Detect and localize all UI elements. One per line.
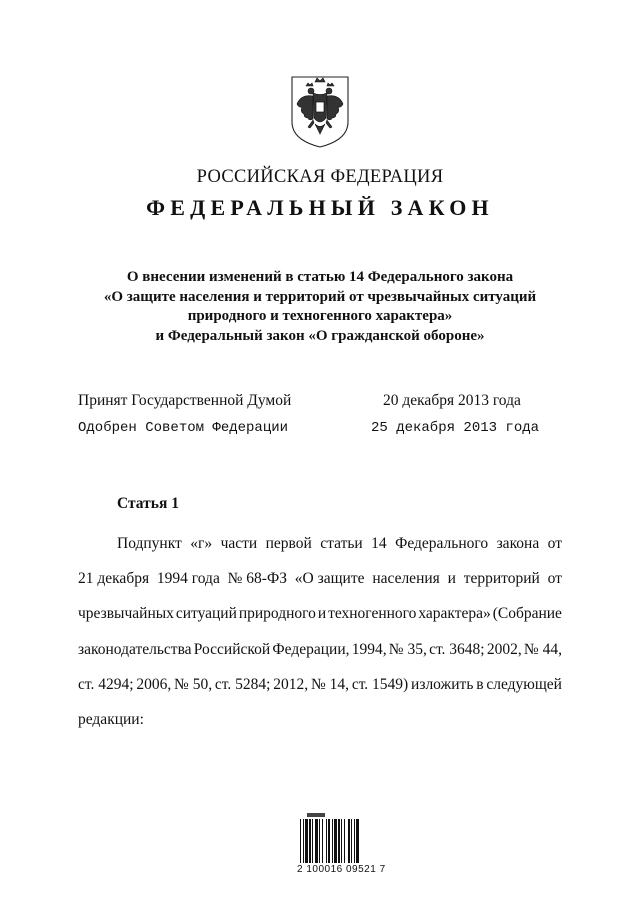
article-heading: Статья 1	[117, 495, 179, 512]
article-word: № 50,	[174, 675, 213, 693]
article-word: изложить	[411, 675, 474, 693]
duma-adoption-row	[78, 392, 560, 412]
article-word: 21 декабря	[78, 570, 150, 588]
article-body	[78, 526, 562, 737]
article-word: от	[547, 570, 562, 588]
article-word: ст. 4294;	[78, 675, 134, 693]
article-text-line	[78, 702, 562, 737]
article-word: «г»	[190, 535, 213, 552]
article-word: в	[476, 675, 484, 693]
barcode-icon	[299, 813, 383, 865]
article-word: населения	[372, 570, 440, 588]
article-word: (Собрание	[492, 605, 562, 623]
article-word: Федерации,	[272, 640, 350, 658]
council-approval-label: Одобрен Советом Федерации	[78, 420, 289, 436]
article-word: техногенного	[328, 605, 417, 623]
article-word: ситуаций	[175, 605, 237, 623]
article-text-line	[78, 632, 562, 667]
article-word: Российской	[193, 640, 271, 658]
article-word: 2006,	[136, 675, 172, 693]
article-word: № 44,	[523, 640, 562, 658]
article-word: Федерального	[395, 535, 489, 552]
law-title-line: природного и техногенного характера»	[187, 308, 453, 324]
article-word: ст. 3648;	[429, 640, 485, 658]
law-title-line: и Федеральный закон «О гражданской обороне»	[155, 327, 485, 344]
article-word: закона	[496, 535, 540, 552]
article-word: чрезвычайных	[78, 605, 174, 623]
article-text-line	[78, 667, 562, 702]
law-title	[60, 268, 580, 346]
coat-of-arms-icon	[289, 74, 351, 150]
article-word: природного	[238, 605, 316, 623]
article-word: 14	[371, 535, 387, 552]
article-word: первой	[265, 535, 312, 552]
article-text-line	[78, 596, 562, 631]
barcode-number: 2 100016 09521 7	[297, 864, 386, 875]
duma-adoption-date: 20 декабря 2013 года	[383, 392, 521, 409]
country-name: РОССИЙСКАЯ ФЕДЕРАЦИЯ	[196, 167, 444, 187]
article-word: следующей	[486, 675, 562, 693]
article-word: 1994,	[351, 640, 387, 658]
article-word: территорий	[463, 570, 540, 588]
council-approval-row	[78, 420, 560, 440]
article-word: ст. 1549)	[351, 675, 409, 693]
law-title-line: О внесении изменений в статью 14 Федерального закона	[126, 269, 514, 285]
document-type: ФЕДЕРАЛЬНЫЙ ЗАКОН	[146, 195, 494, 220]
article-word: редакции:	[78, 711, 144, 729]
article-text-line	[78, 526, 562, 561]
duma-adoption-label: Принят Государственной Думой	[78, 392, 292, 409]
council-approval-date: 25 декабря 2013 года	[371, 420, 540, 436]
article-word: 1994 года	[156, 570, 220, 588]
law-title-line: «О защите населения и территорий от чрезвычайных ситуаций	[103, 288, 537, 305]
article-word: Подпункт	[117, 535, 182, 552]
article-text-line	[78, 561, 562, 596]
article-word: характера»	[418, 605, 491, 623]
article-word: и	[447, 570, 456, 588]
article-word: части	[220, 535, 258, 552]
article-word: законодательства	[78, 640, 192, 658]
article-word: от	[547, 535, 562, 552]
article-word: «О защите	[294, 570, 365, 588]
article-word: ст. 5284;	[214, 675, 271, 693]
article-word: и	[317, 605, 327, 623]
article-word: 2012,	[273, 675, 309, 693]
article-word: статьи	[320, 535, 363, 552]
article-word: № 35,	[388, 640, 427, 658]
article-word: № 68-ФЗ	[227, 570, 287, 588]
article-word: № 14,	[310, 675, 349, 693]
article-word: 2002,	[486, 640, 522, 658]
